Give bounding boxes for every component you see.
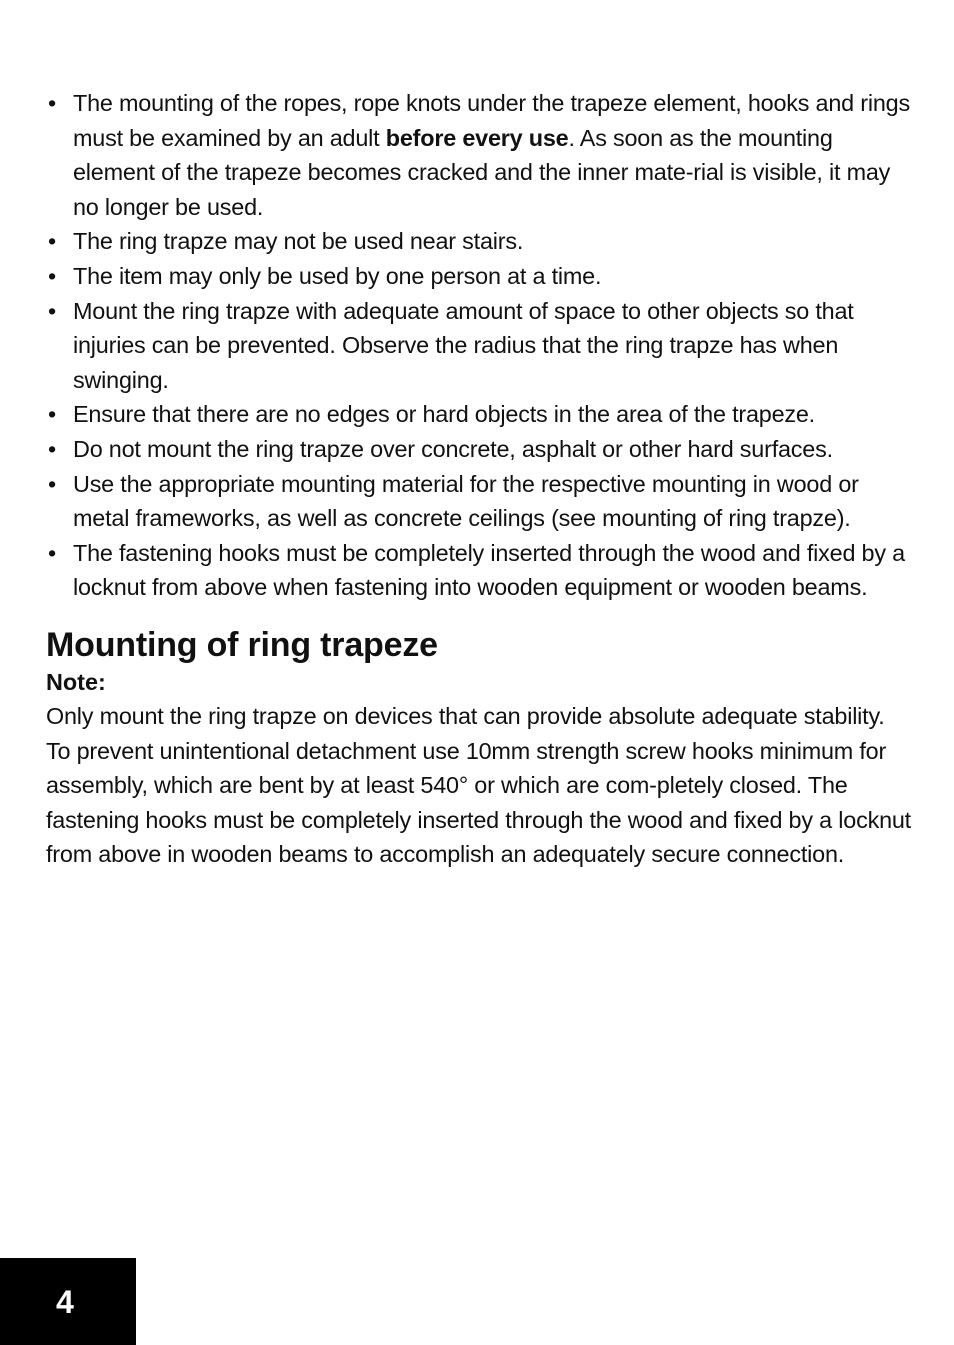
bullet-emphasis: before every use <box>385 124 569 151</box>
bullet-text: . As soon as the mounting element of the trapeze becomes cracked and the inner mate-rial is visible, it may no longer be used. <box>73 124 891 220</box>
bullet-item-space <box>46 294 914 398</box>
bullet-text: The ring trapze may not be used near stairs. <box>73 228 524 255</box>
bullet-item-one-person <box>46 259 914 294</box>
bullet-text: Mount the ring trapze with adequate amount of space to other objects so that injuries can be prevented. Observe the radius that the ring trapze has when swinging. <box>73 297 854 393</box>
bullet-text: The mounting of the ropes, rope knots under the trapeze element, hooks and rings must be examined by an adult <box>73 90 910 151</box>
bullet-item-edges <box>46 397 914 432</box>
bullet-text: Ensure that there are no edges or hard objects in the area of the trapeze. <box>73 401 815 428</box>
bullet-item-stairs <box>46 224 914 259</box>
bullet-dot: • <box>48 262 56 289</box>
bullet-text: Use the appropriate mounting material for the respective mounting in wood or metal frameworks, as well as concrete ceilings (see mounting of ring trapze). <box>73 470 859 532</box>
bullet-text: Do not mount the ring trapze over concrete, asphalt or other hard surfaces. <box>73 435 833 462</box>
bullet-dot: • <box>48 297 56 324</box>
note-label: Note: <box>46 668 106 695</box>
bullet-text: The fastening hooks must be completely inserted through the wood and fixed by a locknut from above when fastening into wooden equipment or wooden beams. <box>73 539 905 601</box>
safety-bullet-list <box>46 86 914 605</box>
bullet-dot: • <box>48 539 56 566</box>
page-number-box <box>0 1258 136 1345</box>
note-paragraph: Only mount the ring trapze on devices that can provide absolute adequate stability. To prevent unintentional detachment use 10mm strength screw hooks minimum for assembly, which are bent by at least 540° or which are com-pletely closed. The fastening hooks must be completely inserted through the wood and fixed by a locknut from above in wooden beams to accomplish an adequately secure connection. <box>46 702 911 868</box>
section-heading: Mounting of ring trapeze <box>46 625 438 664</box>
page-number: 4 <box>56 1284 74 1320</box>
bullet-item-fastening-hooks <box>46 536 914 605</box>
bullet-item-mounting-material <box>46 467 914 536</box>
page-content <box>46 86 914 872</box>
bullet-dot: • <box>48 401 56 428</box>
bullet-dot: • <box>48 228 56 255</box>
bullet-dot: • <box>48 90 56 116</box>
bullet-dot: • <box>48 435 56 462</box>
bullet-text: The item may only be used by one person at a time. <box>73 262 602 289</box>
bullet-item-inspection <box>46 86 914 224</box>
bullet-dot: • <box>48 470 56 497</box>
bullet-item-hard-surfaces <box>46 432 914 467</box>
